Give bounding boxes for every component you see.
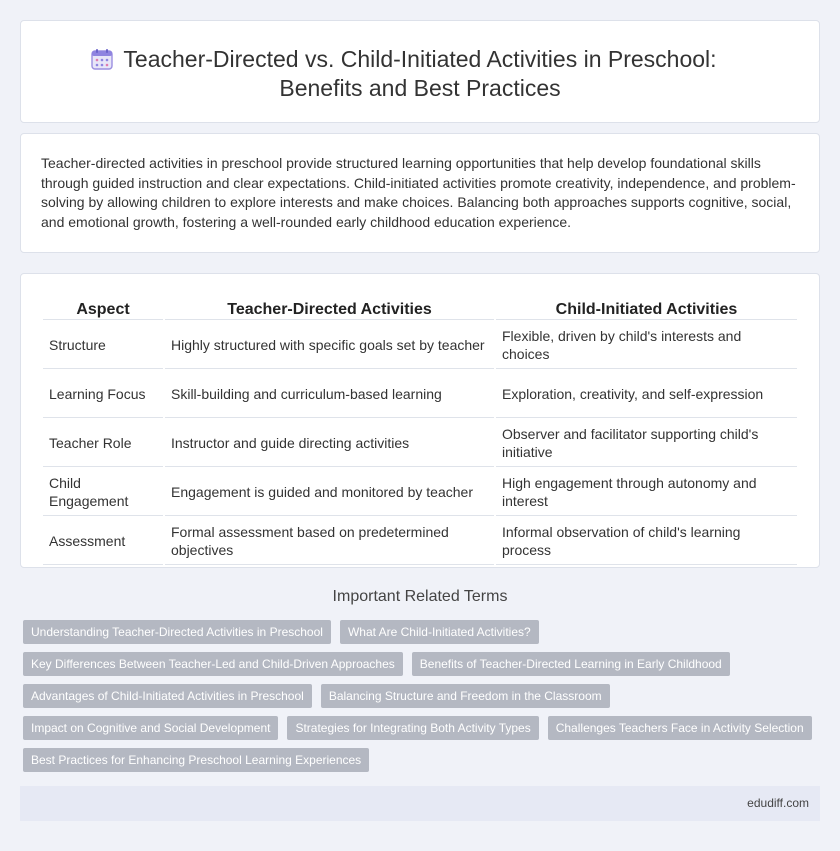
cell-child-initiated: High engagement through autonomy and interest	[496, 469, 797, 516]
header-child-initiated: Child-Initiated Activities	[496, 296, 797, 320]
related-terms-list	[23, 620, 823, 780]
cell-aspect: Assessment	[43, 518, 163, 565]
related-term-link[interactable]: Understanding Teacher-Directed Activities in Preschool	[23, 620, 331, 644]
table-row	[43, 420, 797, 467]
related-term-link[interactable]: What Are Child-Initiated Activities?	[340, 620, 539, 644]
cell-aspect: Learning Focus	[43, 371, 163, 418]
cell-teacher-directed: Highly structured with specific goals set by teacher	[165, 322, 494, 369]
tag-row	[23, 748, 823, 772]
tag-row	[23, 684, 823, 708]
cell-child-initiated: Flexible, driven by child's interests and choices	[496, 322, 797, 369]
comparison-table-card	[20, 273, 820, 568]
page-title	[21, 45, 819, 103]
header-teacher-directed: Teacher-Directed Activities	[165, 296, 494, 320]
cell-child-initiated: Informal observation of child's learning process	[496, 518, 797, 565]
cell-aspect: Structure	[43, 322, 163, 369]
footer	[20, 786, 820, 821]
related-term-link[interactable]: Best Practices for Enhancing Preschool Learning Experiences	[23, 748, 369, 772]
related-term-link[interactable]: Benefits of Teacher-Directed Learning in Early Childhood	[412, 652, 730, 676]
table-row	[43, 469, 797, 516]
related-term-link[interactable]: Balancing Structure and Freedom in the Classroom	[321, 684, 610, 708]
cell-aspect: Child Engagement	[43, 469, 163, 516]
tag-row	[23, 620, 823, 644]
related-term-link[interactable]: Advantages of Child-Initiated Activities in Preschool	[23, 684, 312, 708]
summary-card	[20, 133, 820, 253]
cell-child-initiated: Exploration, creativity, and self-expression	[496, 371, 797, 418]
related-term-link[interactable]: Key Differences Between Teacher-Led and Child-Driven Approaches	[23, 652, 403, 676]
related-term-link[interactable]: Challenges Teachers Face in Activity Selection	[548, 716, 812, 740]
related-term-link[interactable]: Impact on Cognitive and Social Development	[23, 716, 278, 740]
related-terms-title: Important Related Terms	[332, 588, 508, 605]
footer-site-link[interactable]: edudiff.com	[747, 796, 809, 810]
summary-text: Teacher-directed activities in preschool provide structured learning opportunities that help develop foundational skills through guided instruction and clear expectations. Child-initiated activities promote creativity, independence, and problem-solving by allowing children to explore interests and make choices. Balancing both approaches supports cognitive, social, and emotional growth, fostering a well-rounded early childhood education experience.	[41, 155, 796, 230]
cell-teacher-directed: Instructor and guide directing activities	[165, 420, 494, 467]
tag-row	[23, 652, 823, 676]
cell-child-initiated: Observer and facilitator supporting child's initiative	[496, 420, 797, 467]
page-title-line-2: Benefits and Best Practices	[279, 75, 561, 101]
table-row	[43, 322, 797, 369]
table-row	[43, 518, 797, 565]
table-row	[43, 371, 797, 418]
header-aspect: Aspect	[43, 296, 163, 320]
comparison-table	[41, 294, 799, 567]
cell-teacher-directed: Formal assessment based on predetermined objectives	[165, 518, 494, 565]
related-term-link[interactable]: Strategies for Integrating Both Activity Types	[287, 716, 538, 740]
tag-row	[23, 716, 823, 740]
cell-teacher-directed: Engagement is guided and monitored by teacher	[165, 469, 494, 516]
title-card	[20, 20, 820, 123]
page-title-line-1: Teacher-Directed vs. Child-Initiated Activities in Preschool:	[123, 46, 717, 72]
table-header-row	[43, 296, 797, 320]
cell-aspect: Teacher Role	[43, 420, 163, 467]
cell-teacher-directed: Skill-building and curriculum-based learning	[165, 371, 494, 418]
